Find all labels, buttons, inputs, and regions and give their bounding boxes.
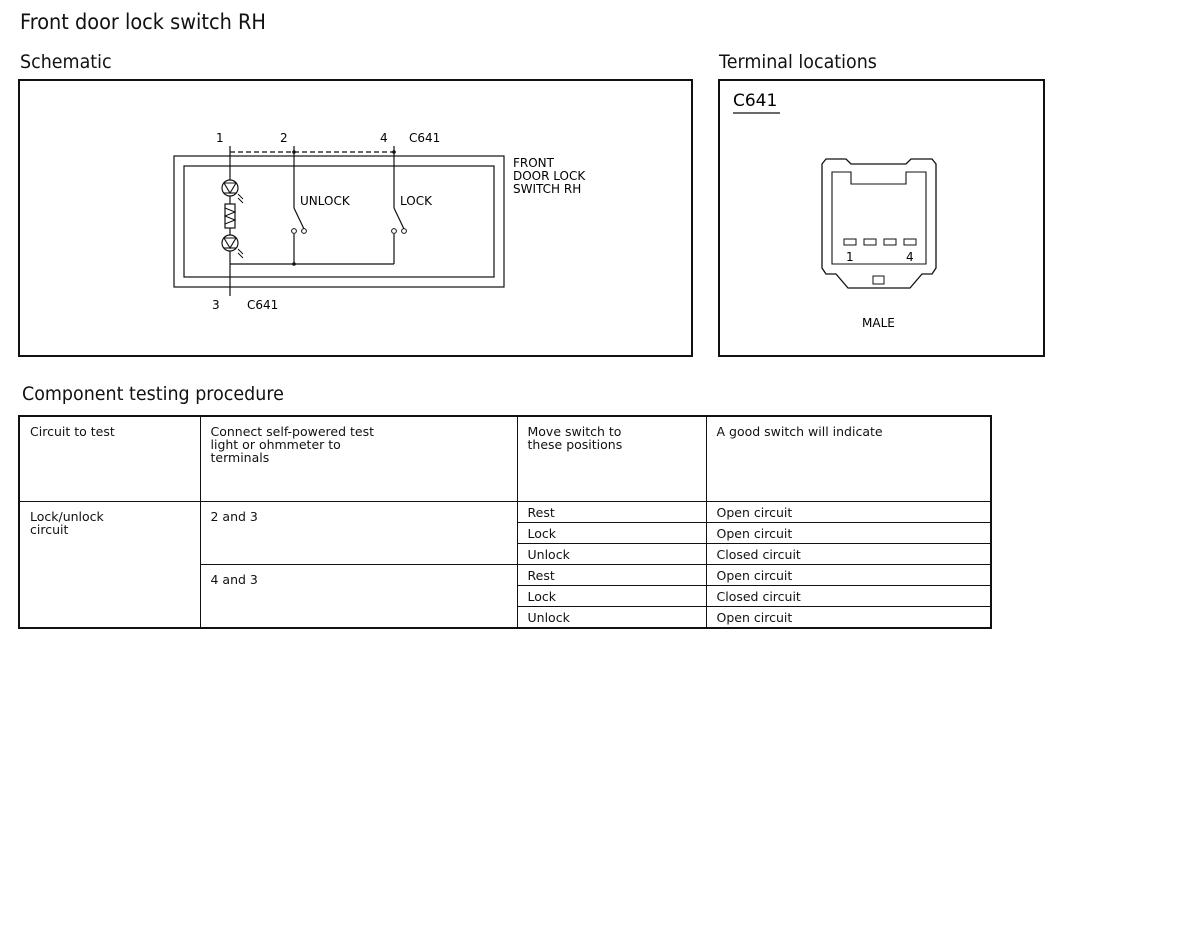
result-cell: Open circuit <box>706 523 991 544</box>
terminal-locations-heading: Terminal locations <box>719 51 877 73</box>
terminals-cell: 2 and 3 <box>200 502 517 565</box>
table-row <box>19 502 991 523</box>
led-icon <box>222 235 243 258</box>
lock-label: LOCK <box>400 194 432 208</box>
connector-label-top: C641 <box>409 131 441 145</box>
schematic-frame <box>19 80 692 356</box>
led-icon <box>222 180 243 203</box>
pin-2-label: 2 <box>280 131 288 145</box>
result-cell: Open circuit <box>706 607 991 629</box>
connector-label-bottom: C641 <box>247 298 279 312</box>
table-header-row <box>19 416 991 502</box>
schematic-diagram <box>0 0 1200 370</box>
unlock-label: UNLOCK <box>300 194 350 208</box>
component-label-line-1: FRONT <box>513 156 554 170</box>
header-terminals: Connect self-powered test light or ohmmeter to terminals <box>200 416 517 502</box>
terminal-locations-frame <box>719 80 1044 356</box>
connector-face-icon <box>822 159 936 288</box>
switch-housing-outer <box>174 156 504 287</box>
connector-pin-4-label: 4 <box>906 250 914 264</box>
pin-3-label: 3 <box>212 298 220 312</box>
result-cell: Closed circuit <box>706 544 991 565</box>
position-cell: Unlock <box>517 544 706 565</box>
procedure-heading: Component testing procedure <box>22 383 284 405</box>
position-cell: Unlock <box>517 607 706 629</box>
position-cell: Lock <box>517 586 706 607</box>
connector-gender-label: MALE <box>862 316 895 330</box>
resistor-icon <box>225 204 235 228</box>
component-label-line-3: SWITCH RH <box>513 182 582 196</box>
schematic-heading: Schematic <box>20 51 112 73</box>
position-cell: Rest <box>517 502 706 523</box>
terminal-connector-name: C641 <box>733 91 778 111</box>
page-title: Front door lock switch RH <box>20 10 266 34</box>
circuit-cell: Lock/unlock circuit <box>19 502 200 629</box>
pin-4-label: 4 <box>380 131 388 145</box>
pin-1-label: 1 <box>216 131 224 145</box>
result-cell: Closed circuit <box>706 586 991 607</box>
result-cell: Open circuit <box>706 502 991 523</box>
terminals-cell: 4 and 3 <box>200 565 517 629</box>
header-positions: Move switch to these positions <box>517 416 706 502</box>
header-indication: A good switch will indicate <box>706 416 991 502</box>
position-cell: Lock <box>517 523 706 544</box>
procedure-table <box>18 415 992 629</box>
position-cell: Rest <box>517 565 706 586</box>
component-label-line-2: DOOR LOCK <box>513 169 586 183</box>
connector-pin-1-label: 1 <box>846 250 854 264</box>
header-circuit: Circuit to test <box>19 416 200 502</box>
result-cell: Open circuit <box>706 565 991 586</box>
